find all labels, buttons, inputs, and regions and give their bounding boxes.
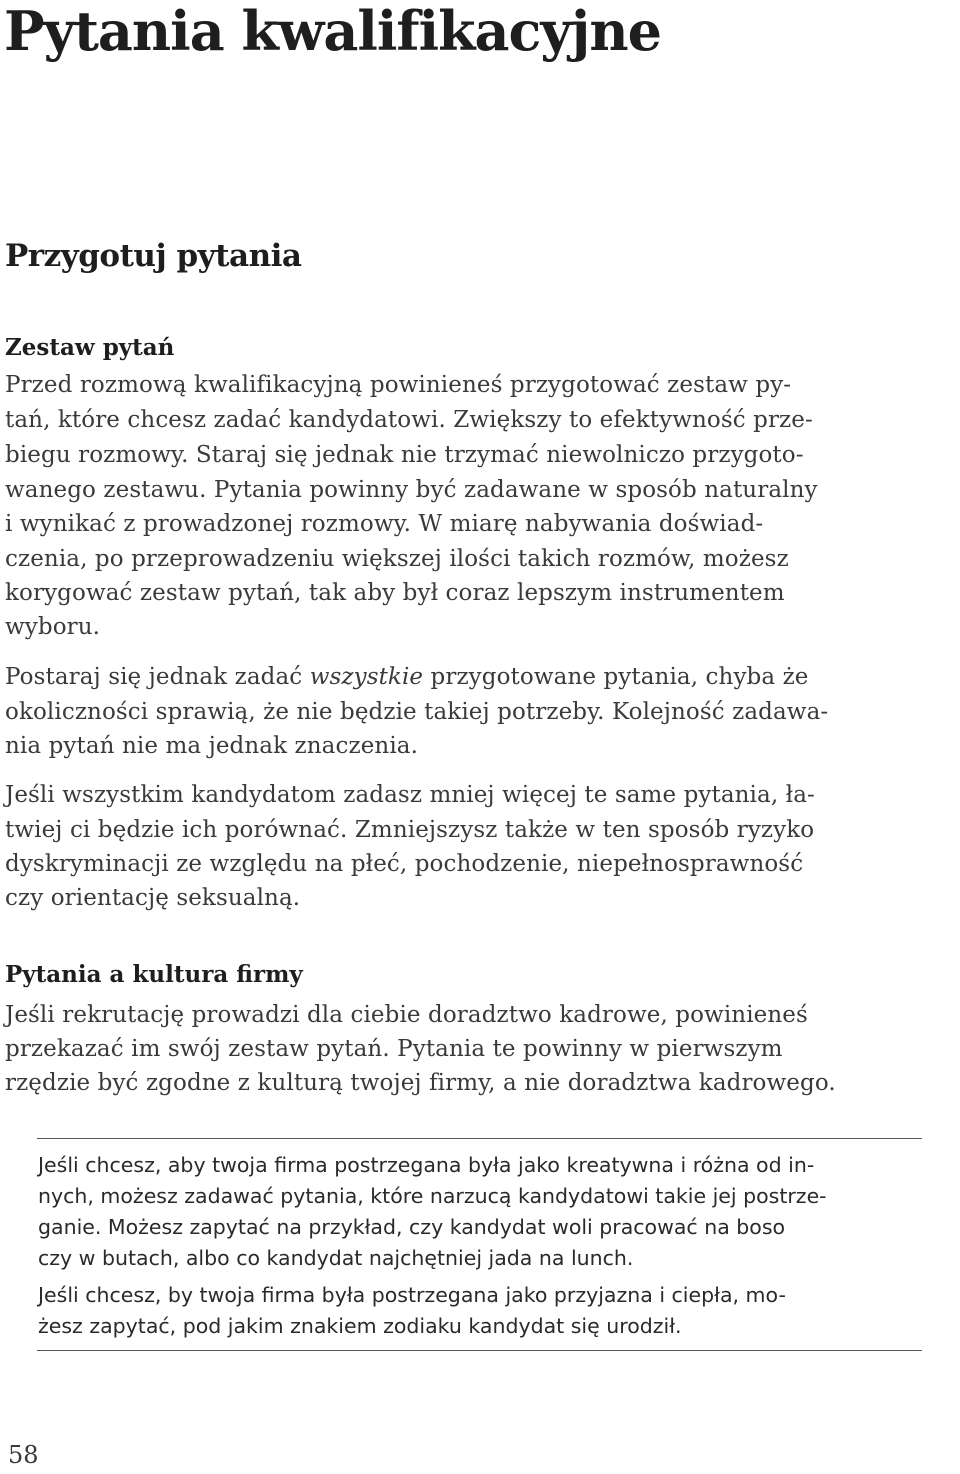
tip-line: Jeśli chcesz, aby twoja firma postrzegana była jako kreatywna i różna od in- — [38, 1153, 815, 1177]
text-line: i wynikać z prowadzonej rozmowy. W miarę nabywania doświad- — [5, 511, 764, 537]
page-number: 58 — [8, 1441, 39, 1469]
tip-box-top-rule — [37, 1138, 922, 1139]
text-line: czy orientację seksualną. — [5, 885, 301, 911]
section-title: Przygotuj pytania — [5, 238, 302, 274]
tip-box-bottom-rule — [37, 1350, 922, 1351]
text-line: Jeśli rekrutację prowadzi dla ciebie doradztwo kadrowe, powinieneś — [5, 1002, 808, 1028]
text-line: Jeśli wszystkim kandydatom zadasz mniej więcej te same pytania, ła- — [5, 782, 815, 808]
text-line: wyboru. — [5, 614, 101, 640]
tip-line: ganie. Możesz zapytać na przykład, czy kandydat woli pracować na boso — [38, 1215, 786, 1239]
tip-line: nych, możesz zadawać pytania, które narzucą kandydatowi takie jej postrze- — [38, 1184, 827, 1208]
text-run: przygotowane pytania, chyba że — [423, 664, 809, 690]
text-line: twiej ci będzie ich porównać. Zmniejszysz także w ten sposób ryzyko — [5, 817, 815, 843]
text-line: Przed rozmową kwalifikacyjną powinieneś przygotować zestaw py- — [5, 372, 792, 398]
text-line: czenia, po przeprowadzeniu większej ilości takich rozmów, możesz — [5, 546, 789, 572]
tip-line: czy w butach, albo co kandydat najchętniej jada na lunch. — [38, 1246, 634, 1270]
subsection-heading-zestaw: Zestaw pytań — [5, 334, 175, 361]
text-line: przekazać im swój zestaw pytań. Pytania te powinny w pierwszym — [5, 1036, 783, 1062]
text-line: okoliczności sprawią, że nie będzie takiej potrzeby. Kolejność zadawa- — [5, 699, 829, 725]
text-run: Postaraj się jednak zadać — [5, 664, 310, 690]
text-line: korygować zestaw pytań, tak aby był coraz lepszym instrumentem — [5, 580, 785, 606]
tip-line: żesz zapytać, pod jakim znakiem zodiaku kandydat się urodził. — [38, 1314, 682, 1338]
text-line: wanego zestawu. Pytania powinny być zadawane w sposób naturalny — [5, 477, 818, 503]
subsection-heading-kultura: Pytania a kultura firmy — [5, 961, 303, 988]
text-line: nia pytań nie ma jednak znaczenia. — [5, 733, 418, 759]
text-line — [5, 662, 809, 692]
page-title: Pytania kwalifikacyjne — [4, 0, 661, 63]
text-line: rzędzie być zgodne z kulturą twojej firmy, a nie doradztwa kadrowego. — [5, 1070, 836, 1096]
tip-line: Jeśli chcesz, by twoja firma była postrzegana jako przyjazna i ciepła, mo- — [38, 1283, 786, 1307]
text-line: biegu rozmowy. Staraj się jednak nie trzymać niewolniczo przygoto- — [5, 442, 804, 468]
text-line: tań, które chcesz zadać kandydatowi. Zwiększy to efektywność prze- — [5, 407, 813, 433]
text-line: dyskryminacji ze względu na płeć, pochodzenie, niepełnosprawność — [5, 851, 804, 877]
emphasis-text: wszystkie — [309, 664, 424, 690]
